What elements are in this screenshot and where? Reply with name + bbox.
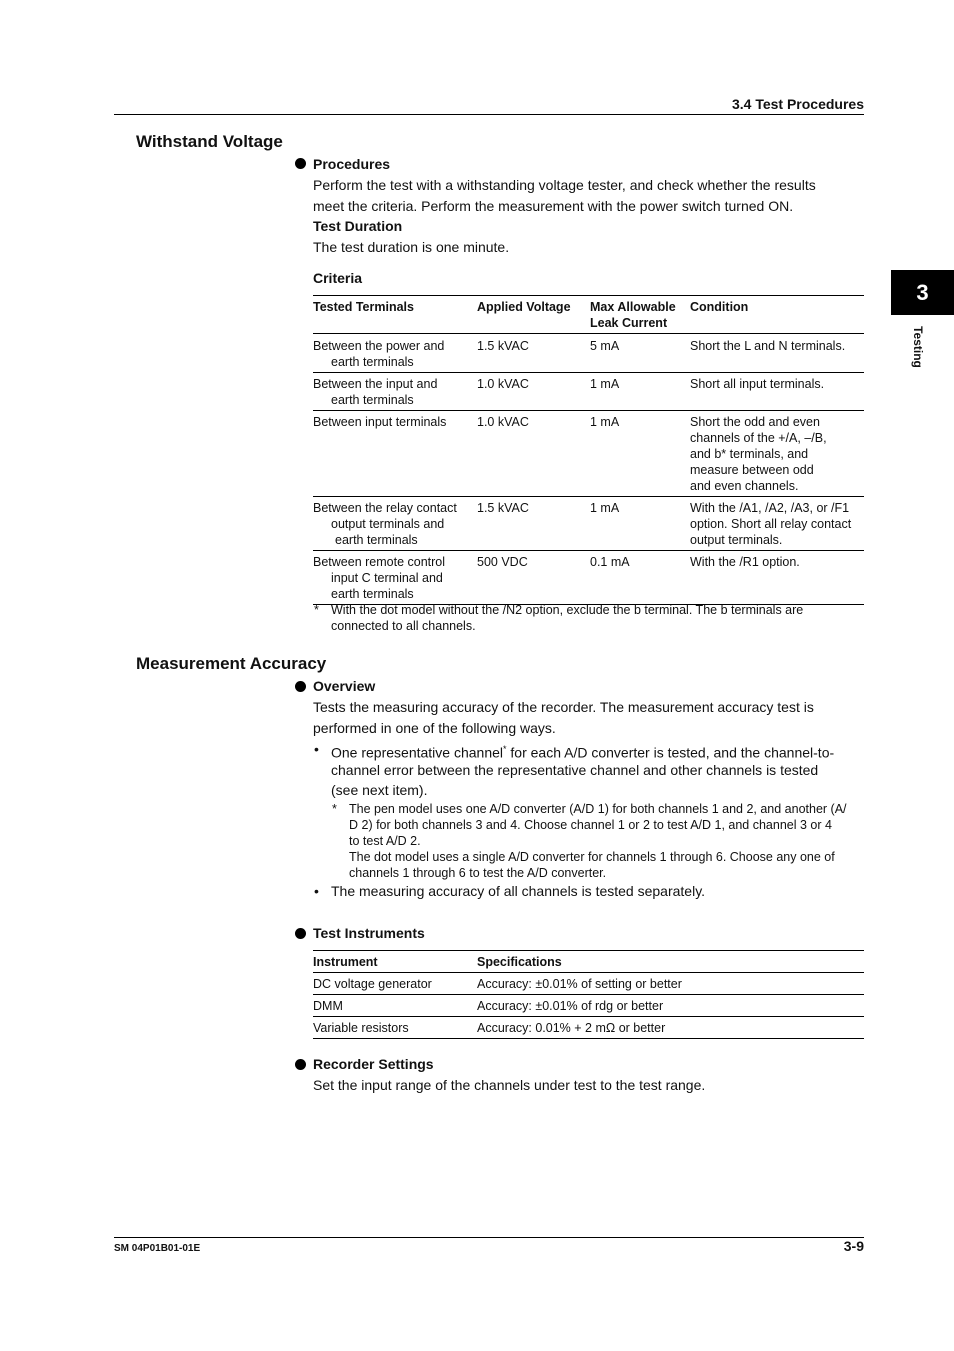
terminals-line: earth terminals: [331, 587, 414, 601]
table-row: [313, 373, 864, 411]
table-row: [313, 551, 864, 605]
chapter-number: 3: [916, 279, 929, 305]
chapter-tab: [891, 270, 954, 315]
table-row: [313, 497, 864, 551]
voltage-cell: 1.0 kVAC: [477, 373, 590, 411]
page-number: 3-9: [843, 1238, 864, 1254]
list-bullet: •: [314, 741, 319, 757]
instrument-cell: DC voltage generator: [313, 973, 477, 995]
voltage-cell: 1.5 kVAC: [477, 497, 590, 551]
instruments-table: [313, 950, 864, 1039]
header-specifications: Specifications: [477, 951, 864, 973]
terminals-line: Between the relay contact: [313, 501, 457, 515]
note-line-4: The dot model uses a single A/D converter for channels 1 through 6. Choose any one of: [349, 850, 835, 864]
terminals-cell: Between input terminals: [313, 411, 477, 497]
instruments-header-row: [313, 951, 864, 973]
measurement-accuracy-title: Measurement Accuracy: [136, 654, 327, 673]
header-rule: [114, 114, 864, 115]
note-line-1: The pen model uses one A/D converter (A/D 1) for both channels 1 and 2, and another (A/: [349, 802, 847, 816]
criteria-header-row: [313, 296, 864, 334]
specification-cell: Accuracy: ±0.01% of setting or better: [477, 973, 864, 995]
bullet-icon: [295, 681, 306, 692]
note-mark: *: [332, 802, 337, 816]
terminals-line: earth terminals: [331, 393, 414, 407]
footnote-line-2: connected to all channels.: [331, 619, 476, 633]
overview-text-1: Tests the measuring accuracy of the recorder. The measurement accuracy test is: [313, 699, 814, 715]
condition-line: and b* terminals, and: [690, 447, 809, 461]
terminals-line: Between remote control: [313, 555, 446, 569]
voltage-cell: 500 VDC: [477, 551, 590, 605]
criteria-table: [313, 295, 864, 605]
bullet-icon: [295, 1059, 306, 1070]
test-duration-heading: Test Duration: [313, 218, 403, 234]
footnote-mark: *: [314, 603, 319, 617]
condition-line: output terminals.: [690, 533, 783, 547]
procedures-heading: Procedures: [313, 156, 391, 172]
condition-cell: Short the L and N terminals.: [690, 334, 864, 373]
condition-line: Short the odd and even: [690, 415, 820, 429]
running-header: 3.4 Test Procedures: [731, 96, 864, 112]
bullet-icon: [295, 158, 306, 169]
recorder-settings-heading: Recorder Settings: [313, 1056, 434, 1072]
terminals-line: Between the power and: [313, 339, 445, 353]
table-row: [313, 995, 864, 1017]
condition-cell: [690, 497, 864, 551]
note-line-3: to test A/D 2.: [349, 834, 421, 848]
condition-line: measure between odd: [690, 463, 814, 477]
terminals-line: earth terminals: [335, 533, 418, 547]
condition-line: and even channels.: [690, 479, 799, 493]
bullet-item-1-line-2: channel error between the representative channel and other channels is tested: [331, 762, 819, 778]
current-cell: 0.1 mA: [590, 551, 690, 605]
footnote-line-1: With the dot model without the /N2 option, exclude the b terminal. The b terminals are: [331, 603, 804, 617]
header-tested-terminals: Tested Terminals: [313, 296, 477, 334]
test-duration-text: The test duration is one minute.: [313, 239, 510, 255]
voltage-cell: 1.5 kVAC: [477, 334, 590, 373]
condition-cell: Short all input terminals.: [690, 373, 864, 411]
instrument-cell: DMM: [313, 995, 477, 1017]
header-applied-voltage: Applied Voltage: [477, 296, 590, 334]
bullet-item-1-text: One representative channel: [331, 744, 503, 761]
bullet-item-1-line-3: (see next item).: [331, 782, 428, 798]
specification-cell: Accuracy: 0.01% + 2 mΩ or better: [477, 1017, 864, 1039]
condition-line: option. Short all relay contact: [690, 517, 852, 531]
chapter-tab-label: Testing: [911, 326, 925, 368]
header-condition: Condition: [690, 296, 864, 334]
procedures-text-1: Perform the test with a withstanding voltage tester, and check whether the results: [313, 177, 816, 193]
terminals-line: output terminals and: [331, 517, 445, 531]
terminals-line: input C terminal and: [331, 571, 443, 585]
bullet-item-1-text: for each A/D converter is tested, and the channel-to-: [506, 744, 835, 761]
procedures-text-2: meet the criteria. Perform the measurement with the power switch turned ON.: [313, 198, 794, 214]
header-leak-current: Leak Current: [590, 316, 668, 330]
list-bullet: •: [314, 883, 319, 899]
table-row: [313, 334, 864, 373]
current-cell: 1 mA: [590, 411, 690, 497]
specification-cell: Accuracy: ±0.01% of rdg or better: [477, 995, 864, 1017]
header-max-leak-current: [590, 296, 690, 334]
test-instruments-heading: Test Instruments: [313, 925, 425, 941]
footer-rule: [114, 1237, 864, 1238]
overview-text-2: performed in one of the following ways.: [313, 720, 556, 736]
terminals-line: Between the input and: [313, 377, 438, 391]
current-cell: 1 mA: [590, 373, 690, 411]
condition-cell: With the /R1 option.: [690, 551, 864, 605]
instrument-cell: Variable resistors: [313, 1017, 477, 1039]
condition-cell: [690, 411, 864, 497]
condition-line: With the /A1, /A2, /A3, or /F1: [690, 501, 850, 515]
note-line-2: D 2) for both channels 3 and 4. Choose channel 1 or 2 to test A/D 1, and channel 3 or 4: [349, 818, 832, 832]
bullet-icon: [295, 928, 306, 939]
criteria-heading: Criteria: [313, 270, 363, 286]
bullet-item-1-sup: *: [503, 744, 507, 754]
header-instrument: Instrument: [313, 951, 477, 973]
header-max-allowable: Max Allowable: [590, 300, 676, 314]
terminals-line: earth terminals: [331, 355, 414, 369]
table-row: [313, 973, 864, 995]
recorder-settings-text: Set the input range of the channels under test to the test range.: [313, 1077, 706, 1093]
voltage-cell: 1.0 kVAC: [477, 411, 590, 497]
current-cell: 5 mA: [590, 334, 690, 373]
table-row: [313, 411, 864, 497]
overview-heading: Overview: [313, 678, 376, 694]
withstand-voltage-title: Withstand Voltage: [136, 132, 283, 151]
current-cell: 1 mA: [590, 497, 690, 551]
note-line-5: channels 1 through 6 to test the A/D converter.: [349, 866, 607, 880]
table-row: [313, 1017, 864, 1039]
condition-line: channels of the +/A, –/B,: [690, 431, 827, 445]
bullet-item-2: The measuring accuracy of all channels is tested separately.: [331, 883, 706, 899]
document-id: SM 04P01B01-01E: [114, 1243, 201, 1254]
